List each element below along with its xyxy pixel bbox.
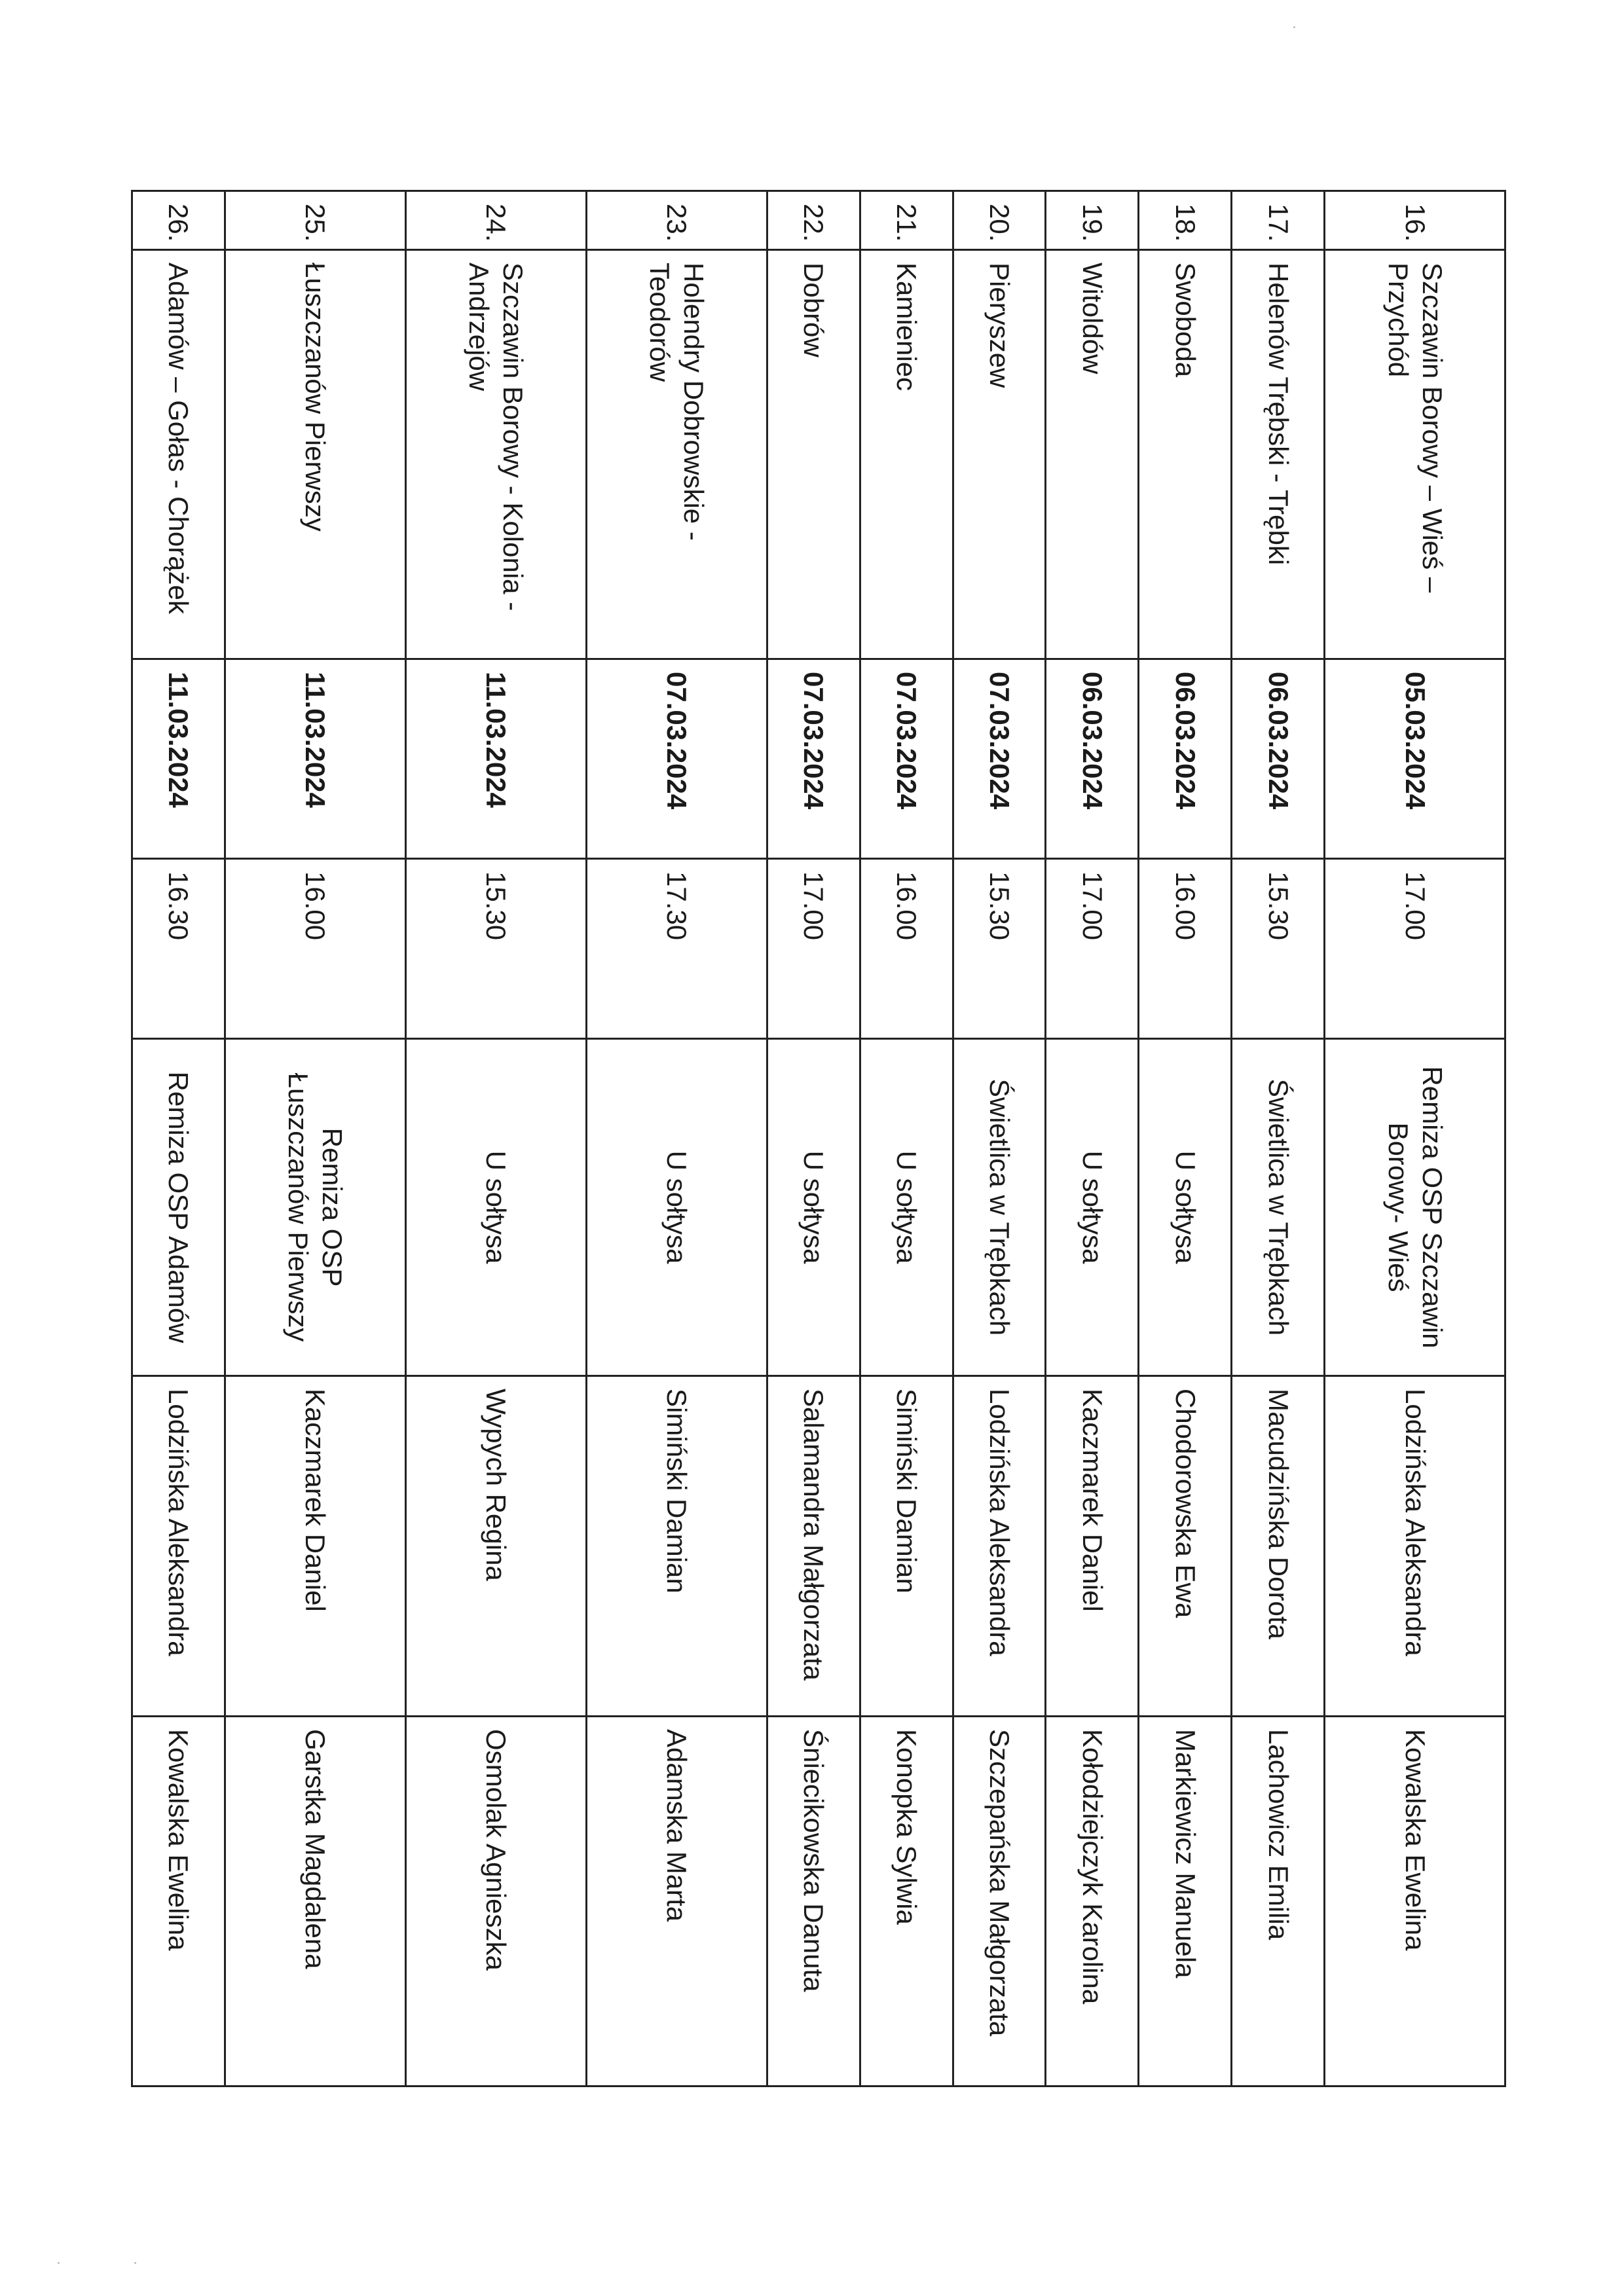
table-row — [953, 191, 1046, 2086]
secretary-name: Konopka Sylwia — [860, 1717, 953, 2086]
secretary-name: Kołodziejczyk Karolina — [1046, 1717, 1139, 2086]
meeting-date: 11.03.2024 — [225, 659, 405, 859]
meeting-time: 17.30 — [586, 859, 767, 1039]
row-number: 18. — [1139, 191, 1232, 250]
row-number: 22. — [767, 191, 860, 250]
scan-speck — [134, 2262, 136, 2264]
row-number: 26. — [132, 191, 225, 250]
table-row — [1325, 191, 1505, 2086]
row-number: 25. — [225, 191, 405, 250]
village-name: Pieryszew — [953, 250, 1046, 659]
meeting-date: 11.03.2024 — [132, 659, 225, 859]
village-name: Łuszczanów Pierwszy — [225, 250, 405, 659]
employee-name: Lodzińska Aleksandra — [953, 1376, 1046, 1717]
table-row — [1232, 191, 1325, 2086]
meeting-time: 16.00 — [1139, 859, 1232, 1039]
meeting-time: 16.00 — [860, 859, 953, 1039]
meeting-date: 11.03.2024 — [405, 659, 586, 859]
schedule-table-rotated — [131, 190, 1506, 2085]
meeting-date: 07.03.2024 — [767, 659, 860, 859]
employee-name: Macudzińska Dorota — [1232, 1376, 1325, 1717]
village-name: Adamów – Gołas - Chorążek — [132, 250, 225, 659]
meeting-date: 07.03.2024 — [586, 659, 767, 859]
scan-speck — [58, 2262, 60, 2264]
village-name: Kamieniec — [860, 250, 953, 659]
meeting-date: 07.03.2024 — [860, 659, 953, 859]
employee-name: Wypych Regina — [405, 1376, 586, 1717]
row-number: 17. — [1232, 191, 1325, 250]
meeting-place: Remiza OSP Łuszczanów Pierwszy — [225, 1039, 405, 1376]
secretary-name: Garstka Magdalena — [225, 1717, 405, 2086]
meeting-place: U sołtysa — [1139, 1039, 1232, 1376]
secretary-name: Szczepańska Małgorzata — [953, 1717, 1046, 2086]
table-row — [225, 191, 405, 2086]
meeting-place: U sołtysa — [860, 1039, 953, 1376]
employee-name: Simiński Damian — [860, 1376, 953, 1717]
meeting-time: 15.30 — [1232, 859, 1325, 1039]
meeting-place: Remiza OSP Adamów — [132, 1039, 225, 1376]
secretary-name: Śniecikowska Danuta — [767, 1717, 860, 2086]
scan-speck — [1293, 26, 1295, 28]
meeting-date: 06.03.2024 — [1232, 659, 1325, 859]
village-name: Dobrów — [767, 250, 860, 659]
secretary-name: Lachowicz Emilia — [1232, 1717, 1325, 2086]
meeting-place: Świetlica w Trębkach — [1232, 1039, 1325, 1376]
secretary-name: Markiewicz Manuela — [1139, 1717, 1232, 2086]
employee-name: Kaczmarek Daniel — [225, 1376, 405, 1717]
schedule-table — [131, 190, 1506, 2087]
row-number: 19. — [1046, 191, 1139, 250]
employee-name: Lodzińska Aleksandra — [1325, 1376, 1505, 1717]
village-name: Swoboda — [1139, 250, 1232, 659]
employee-name: Salamandra Małgorzata — [767, 1376, 860, 1717]
village-name: Witoldów — [1046, 250, 1139, 659]
meeting-place: U sołtysa — [1046, 1039, 1139, 1376]
row-number: 23. — [586, 191, 767, 250]
employee-name: Lodzińska Aleksandra — [132, 1376, 225, 1717]
table-row — [1046, 191, 1139, 2086]
meeting-date: 06.03.2024 — [1139, 659, 1232, 859]
secretary-name: Osmolak Agnieszka — [405, 1717, 586, 2086]
table-row — [405, 191, 586, 2086]
row-number: 24. — [405, 191, 586, 250]
meeting-place: U sołtysa — [586, 1039, 767, 1376]
meeting-place: Remiza OSP Szczawin Borowy- Wieś — [1325, 1039, 1505, 1376]
table-row — [1139, 191, 1232, 2086]
meeting-place: U sołtysa — [405, 1039, 586, 1376]
meeting-time: 15.30 — [953, 859, 1046, 1039]
table-row — [586, 191, 767, 2086]
meeting-date: 07.03.2024 — [953, 659, 1046, 859]
employee-name: Chodorowska Ewa — [1139, 1376, 1232, 1717]
secretary-name: Kowalska Ewelina — [132, 1717, 225, 2086]
secretary-name: Kowalska Ewelina — [1325, 1717, 1505, 2086]
village-name: Helenów Trębski - Trębki — [1232, 250, 1325, 659]
meeting-time: 15.30 — [405, 859, 586, 1039]
meeting-time: 17.00 — [767, 859, 860, 1039]
meeting-place: Świetlica w Trębkach — [953, 1039, 1046, 1376]
row-number: 21. — [860, 191, 953, 250]
meeting-place: U sołtysa — [767, 1039, 860, 1376]
table-row — [860, 191, 953, 2086]
village-name: Szczawin Borowy - Kolonia - Andrzejów — [405, 250, 586, 659]
secretary-name: Adamska Marta — [586, 1717, 767, 2086]
employee-name: Simiński Damian — [586, 1376, 767, 1717]
table-row — [767, 191, 860, 2086]
employee-name: Kaczmarek Daniel — [1046, 1376, 1139, 1717]
meeting-time: 16.30 — [132, 859, 225, 1039]
village-name: Szczawin Borowy – Wieś – Przychód — [1325, 250, 1505, 659]
meeting-time: 17.00 — [1325, 859, 1505, 1039]
village-name: Holendry Dobrowskie - Teodorów — [586, 250, 767, 659]
meeting-date: 06.03.2024 — [1046, 659, 1139, 859]
meeting-time: 16.00 — [225, 859, 405, 1039]
row-number: 20. — [953, 191, 1046, 250]
meeting-time: 17.00 — [1046, 859, 1139, 1039]
table-row — [132, 191, 225, 2086]
meeting-date: 05.03.2024 — [1325, 659, 1505, 859]
row-number: 16. — [1325, 191, 1505, 250]
